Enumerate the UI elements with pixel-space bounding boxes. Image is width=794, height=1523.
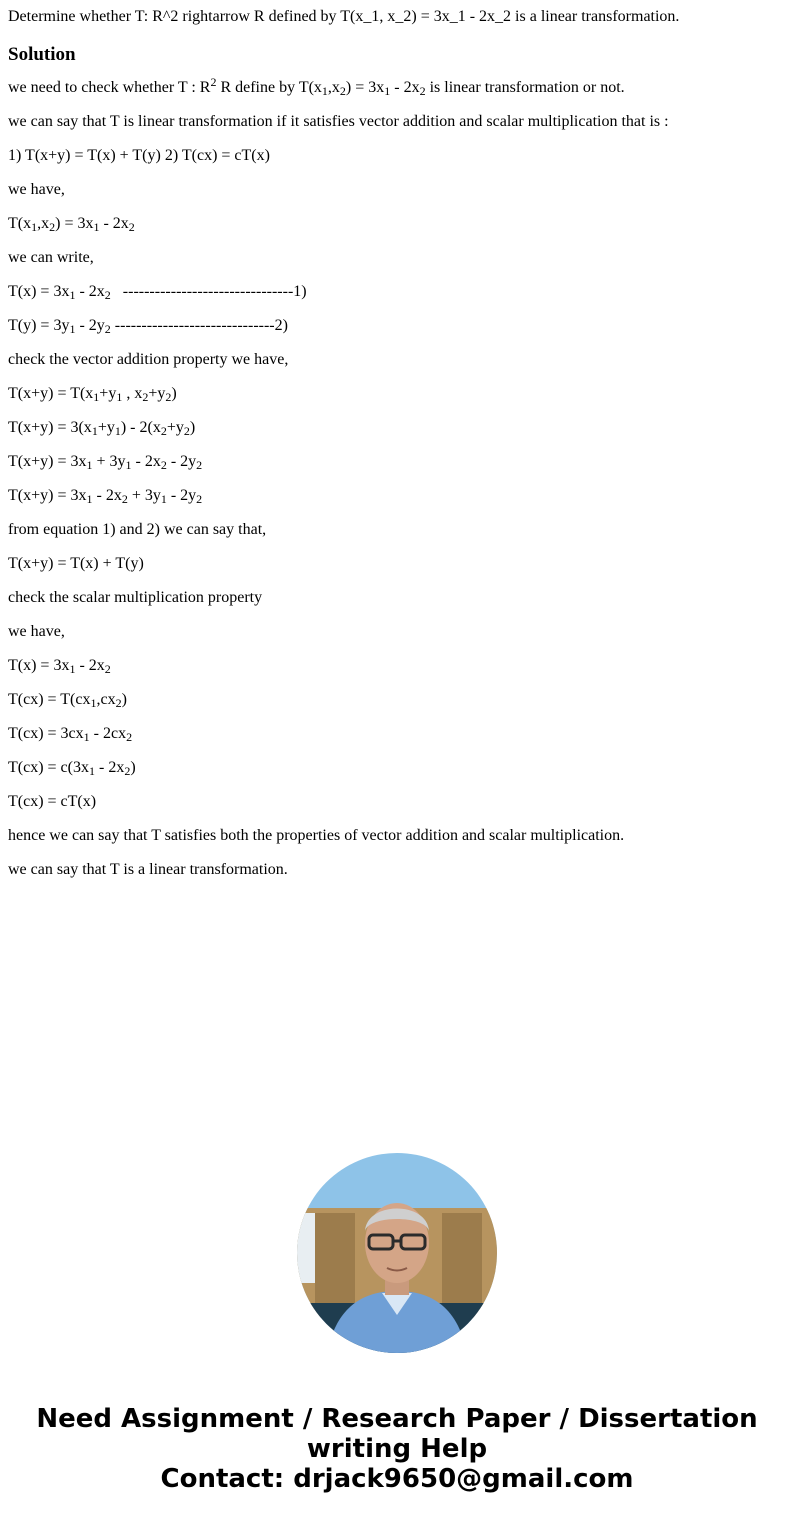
subscript: 2	[128, 220, 135, 234]
subscript: 2	[104, 322, 111, 336]
subscript: 1	[86, 458, 93, 472]
solution-line	[8, 283, 786, 301]
solution-line	[8, 113, 786, 131]
solution-line	[8, 215, 786, 233]
line-text: - 2y	[166, 487, 197, 504]
line-text: - 2x	[75, 657, 105, 674]
subscript: 1	[321, 84, 328, 98]
solution-line	[8, 589, 786, 607]
question-text: Determine whether T: R^2 rightarrow R defined by T(x_1, x_2) = 3x_1 - 2x_2 is a linear transformation.	[8, 8, 680, 25]
line-text: ,x	[327, 79, 340, 96]
subscript: 2	[196, 458, 203, 472]
line-text: )	[121, 691, 127, 708]
line-text: - 2x	[94, 759, 125, 776]
line-text: +y	[166, 419, 184, 436]
line-text: + 3y	[127, 487, 161, 504]
subscript: 1	[31, 220, 38, 234]
line-text: )	[189, 419, 196, 436]
line-text: +y	[99, 385, 117, 402]
solution-line	[8, 419, 786, 437]
subscript: 2	[115, 696, 122, 710]
solution-line	[8, 793, 786, 811]
solution-heading: Solution	[8, 44, 76, 65]
subscript: 1	[69, 322, 76, 336]
line-text: T(x+y) = 3x	[8, 487, 87, 504]
line-text: ) - 2(x	[120, 419, 161, 436]
solution-line	[8, 657, 786, 675]
promo-line-1: Need Assignment / Research Paper / Dissertation	[36, 1404, 758, 1434]
subscript: 1	[90, 696, 97, 710]
solution-line	[8, 725, 786, 743]
line-text: T(y) = 3y	[8, 317, 70, 334]
solution-lines	[8, 75, 786, 879]
solution-line	[8, 351, 786, 369]
line-text: )	[130, 759, 136, 776]
subscript: 2	[126, 730, 133, 744]
line-text: R define by T(x	[216, 79, 322, 96]
line-text: is linear transformation or not.	[425, 79, 625, 96]
line-text: ) = 3x	[345, 79, 385, 96]
promo-banner	[0, 1404, 794, 1494]
subscript: 2	[104, 288, 111, 302]
line-text: - 2x	[75, 283, 105, 300]
subscript: 1	[86, 492, 93, 506]
solution-line	[8, 555, 786, 573]
subscript: 1	[116, 390, 123, 404]
line-text: +y	[97, 419, 115, 436]
line-text: T(x+y) = 3(x	[8, 419, 92, 436]
line-text: T(cx) = cT(x)	[8, 793, 97, 810]
subscript: 1	[125, 458, 132, 472]
person-photo-avatar-icon	[297, 1153, 497, 1353]
solution-line	[8, 75, 786, 98]
author-avatar	[297, 1153, 497, 1353]
solution-line	[8, 691, 786, 709]
line-text: ,x	[37, 215, 50, 232]
solution-document	[8, 0, 786, 879]
subscript: 1	[69, 288, 76, 302]
line-text: - 2x	[131, 453, 161, 470]
line-text: check the vector addition property we have,	[8, 351, 289, 368]
solution-line	[8, 487, 786, 505]
subscript: 1	[160, 492, 167, 506]
line-text: we need to check whether T : R	[8, 79, 211, 96]
subscript: 2	[165, 390, 172, 404]
subscript: 2	[196, 492, 203, 506]
solution-line	[8, 861, 786, 879]
solution-line	[8, 385, 786, 403]
subscript: 2	[124, 764, 131, 778]
subscript: 2	[49, 220, 56, 234]
promo-line-2: writing Help	[306, 1434, 488, 1464]
subscript: 1	[88, 764, 95, 778]
subscript: 1	[93, 390, 100, 404]
superscript: 2	[210, 75, 217, 89]
line-text: T(x) = 3x	[8, 657, 70, 674]
subscript: 1	[83, 730, 90, 744]
subscript: 2	[121, 492, 128, 506]
line-text: T(x) = 3x	[8, 283, 70, 300]
subscript: 1	[93, 220, 100, 234]
subscript: 1	[69, 662, 76, 676]
line-text: T(x+y) = T(x) + T(y)	[8, 555, 144, 572]
line-text: 1) T(x+y) = T(x) + T(y) 2) T(cx) = cT(x)	[8, 147, 270, 164]
solution-line	[8, 249, 786, 267]
line-text: - 2x	[99, 215, 129, 232]
line-text: T(cx) = 3cx	[8, 725, 84, 742]
line-text: check the scalar multiplication property	[8, 589, 263, 606]
line-text: T(x	[8, 215, 32, 232]
subscript: 2	[142, 390, 149, 404]
line-text: T(x+y) = T(x	[8, 385, 94, 402]
solution-line	[8, 827, 786, 845]
solution-line	[8, 521, 786, 539]
line-text: - 2cx	[89, 725, 127, 742]
subscript: 1	[384, 84, 391, 98]
solution-line	[8, 317, 786, 335]
line-text: we have,	[8, 181, 65, 198]
line-text: ,cx	[96, 691, 116, 708]
subscript: 2	[419, 84, 426, 98]
line-text: we can say that T is linear transformation if it satisfies vector addition and scalar multiplication that is :	[8, 113, 669, 130]
line-text: ) = 3x	[55, 215, 94, 232]
solution-line	[8, 453, 786, 471]
line-text: from equation 1) and 2) we can say that,	[8, 521, 267, 538]
line-text: - 2x	[92, 487, 122, 504]
promo-contact: Contact: drjack9650@gmail.com	[160, 1464, 634, 1494]
solution-line	[8, 181, 786, 199]
line-text: , x	[122, 385, 143, 402]
line-text: +y	[148, 385, 166, 402]
subscript: 2	[160, 458, 167, 472]
line-text: T(cx) = c(3x	[8, 759, 89, 776]
line-text: we can say that T is a linear transformation.	[8, 861, 288, 878]
solution-line	[8, 623, 786, 641]
subscript: 2	[183, 424, 190, 438]
subscript: 1	[91, 424, 98, 438]
line-text: - 2y	[166, 453, 197, 470]
line-text: hence we can say that T satisfies both the properties of vector addition and scalar multiplication.	[8, 827, 625, 844]
solution-line	[8, 759, 786, 777]
line-text: T(cx) = T(cx	[8, 691, 91, 708]
line-text: --------------------------------1)	[110, 283, 307, 300]
subscript: 2	[160, 424, 167, 438]
line-text: )	[171, 385, 177, 402]
subscript: 2	[339, 84, 346, 98]
line-text: + 3y	[92, 453, 126, 470]
solution-line	[8, 147, 786, 165]
line-text: - 2y	[75, 317, 105, 334]
subscript: 2	[104, 662, 111, 676]
subscript: 1	[114, 424, 121, 438]
line-text: - 2x	[390, 79, 420, 96]
line-text: T(x+y) = 3x	[8, 453, 87, 470]
line-text: we can write,	[8, 249, 94, 266]
line-text: ------------------------------2)	[110, 317, 288, 334]
line-text: we have,	[8, 623, 65, 640]
